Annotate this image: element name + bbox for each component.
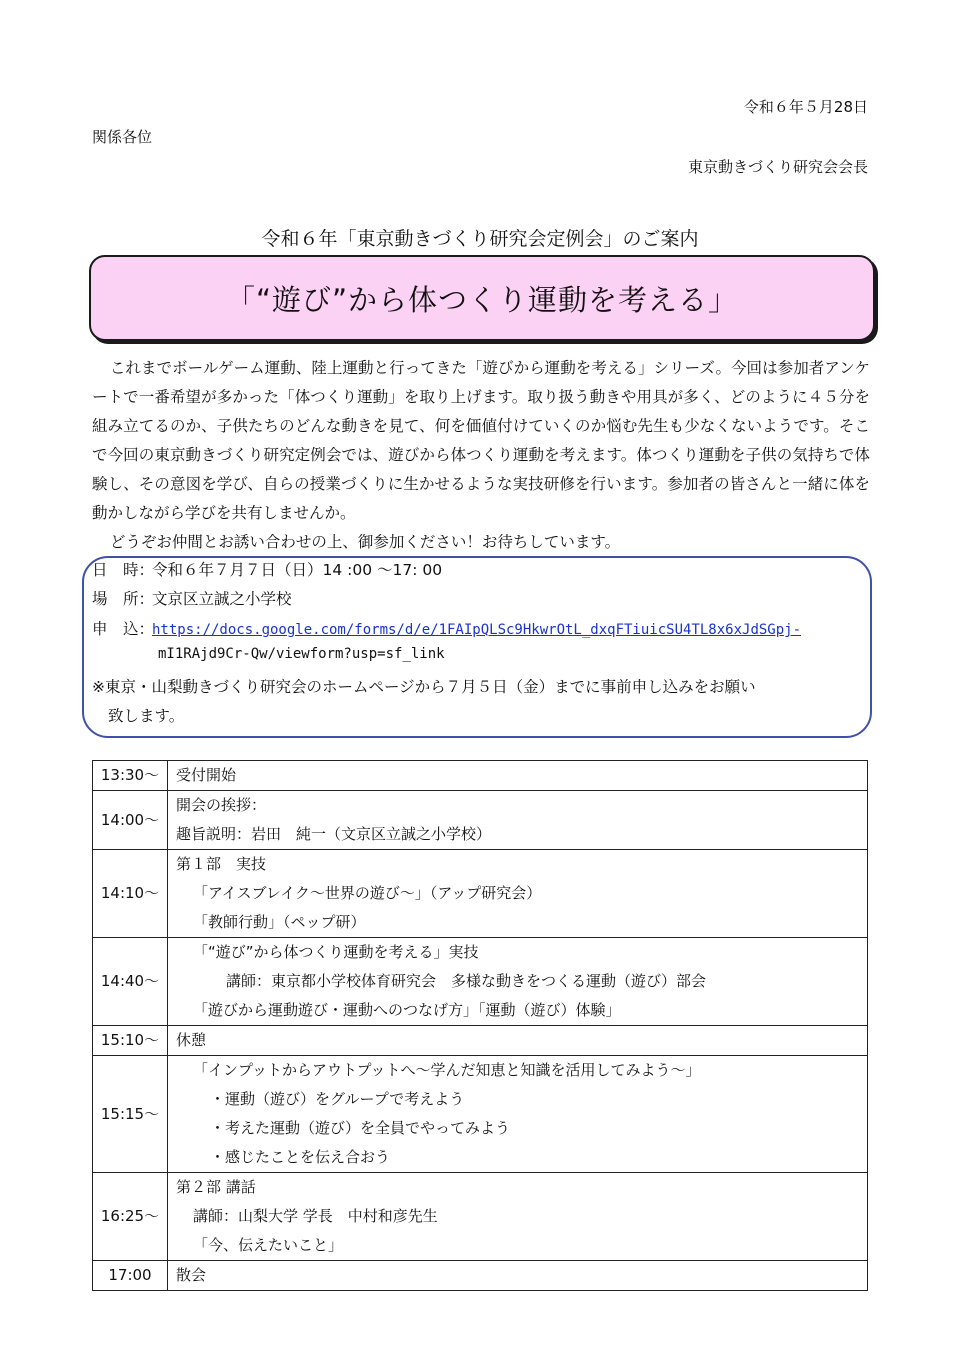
schedule-line: 講師：東京都小学校体育研究会 多様な動きをつくる運動（遊び）部会: [226, 972, 707, 990]
schedule-content: [168, 791, 868, 850]
place-value: 文京区立誠之小学校: [152, 590, 292, 608]
schedule-content: [168, 1026, 868, 1056]
table-row: [93, 938, 868, 1026]
schedule-time: 17:00: [93, 1261, 168, 1291]
table-row: [93, 761, 868, 791]
schedule-content: [168, 850, 868, 938]
schedule-table: [92, 760, 868, 1291]
schedule-line: 「インプットからアウトプットへ～学んだ知恵と知識を活用してみよう～」: [193, 1061, 701, 1079]
schedule-line: 「“遊び”から体つくり運動を考える」実技: [193, 943, 479, 961]
schedule-line: 「アイスブレイク～世界の遊び～」（アップ研究会）: [193, 884, 542, 902]
schedule-line: 第２部 講話: [176, 1178, 256, 1196]
schedule-time: 14:10～: [93, 850, 168, 938]
info-datetime: [92, 558, 442, 580]
schedule-line: 受付開始: [176, 766, 237, 784]
schedule-content: [168, 938, 868, 1026]
schedule-content: [168, 1261, 868, 1291]
schedule-line: 講師：山梨大学 学長 中村和彦先生: [193, 1207, 438, 1225]
title-text: 「“遊び”から体つくり運動を考える」: [225, 282, 739, 317]
schedule-line: ・感じたことを伝え合おう: [210, 1148, 391, 1166]
table-row: [93, 1026, 868, 1056]
schedule-line: 「遊びから運動遊び・運動へのつなげ方」「運動（遊び）体験」: [193, 1001, 621, 1019]
issue-date: 令和６年５月28日: [743, 98, 868, 116]
schedule-time: 15:15～: [93, 1056, 168, 1173]
schedule-time: 13:30～: [93, 761, 168, 791]
schedule-line: ・考えた運動（遊び）を全員でやってみよう: [210, 1119, 511, 1137]
table-row: [93, 1056, 868, 1173]
table-row: [93, 1261, 868, 1291]
place-label: 場 所：: [92, 590, 155, 608]
intro-paragraph: これまでボールゲーム運動、陸上運動と行ってきた「遊びから運動を考える」シリーズ。今回は参加者アンケートで一番希望が多かった「体つくり運動」を取り上げます。取り扱う動きや用具が多く、どのように４５分を組み立てるのか、子供たちのどんな動きを見て、何を価値付けていくのか悩む先生も少なくないようです。そこで今回の東京動きづくり研究定例会では、遊びから体つくり運動を考えます。体つくり運動を子供の気持ちで体験し、その意図を学び、自らの授業づくりに生かせるような実技研修を行います。参加者の皆さんと一緒に体を動かしながら学びを共有しませんか。: [92, 359, 870, 522]
schedule-time: 14:00～: [93, 791, 168, 850]
recipient: 関係各位: [92, 128, 153, 146]
schedule-time: 14:40～: [93, 938, 168, 1026]
sender: 東京動きづくり研究会会長: [687, 158, 868, 176]
apply-label: 申 込：: [92, 620, 155, 638]
datetime-label: 日 時：: [92, 561, 155, 579]
document-heading: 令和６年「東京動きづくり研究会定例会」のご案内: [261, 228, 699, 250]
schedule-line: 「教師行動」（ペップ研）: [193, 913, 366, 931]
schedule-line: 趣旨説明：岩田 純一（文京区立誠之小学校）: [176, 825, 492, 843]
schedule-time: 15:10～: [93, 1026, 168, 1056]
title-banner: [89, 255, 875, 341]
schedule-time: 16:25～: [93, 1173, 168, 1261]
schedule-line: ・運動（遊び）をグループで考えよう: [210, 1090, 465, 1108]
info-note: ※東京・山梨動きづくり研究会のホームページから７月５日（金）までに事前申し込みをお願い: [92, 678, 756, 696]
intro-closing: どうぞお仲間とお誘い合わせの上、御参加ください！お待ちしています。: [109, 533, 621, 551]
schedule-line: 開会の挨拶：: [176, 796, 267, 814]
intro-text: [92, 354, 870, 557]
table-row: [93, 791, 868, 850]
schedule-line: 第１部 実技: [176, 855, 267, 873]
schedule-line: 散会: [176, 1266, 207, 1284]
apply-link-continued[interactable]: mI1RAjd9Cr-Qw/viewform?usp=sf_link: [158, 646, 445, 662]
table-row: [93, 1173, 868, 1261]
apply-link[interactable]: https://docs.google.com/forms/d/e/1FAIpQLSc9HkwrOtL_dxqFTiuicSU4TL8x6xJdSGpj-: [152, 622, 802, 638]
info-apply: [92, 617, 801, 639]
schedule-line: 「今、伝えたいこと」: [193, 1236, 344, 1254]
info-note-continued: 致します。: [108, 707, 185, 725]
datetime-value: 令和６年７月７日（日）14 :00 ～17: 00: [152, 561, 443, 579]
schedule-content: [168, 1056, 868, 1173]
table-row: [93, 850, 868, 938]
schedule-line: 休憩: [176, 1031, 207, 1049]
schedule-content: [168, 761, 868, 791]
schedule-content: [168, 1173, 868, 1261]
info-place: [92, 587, 292, 609]
